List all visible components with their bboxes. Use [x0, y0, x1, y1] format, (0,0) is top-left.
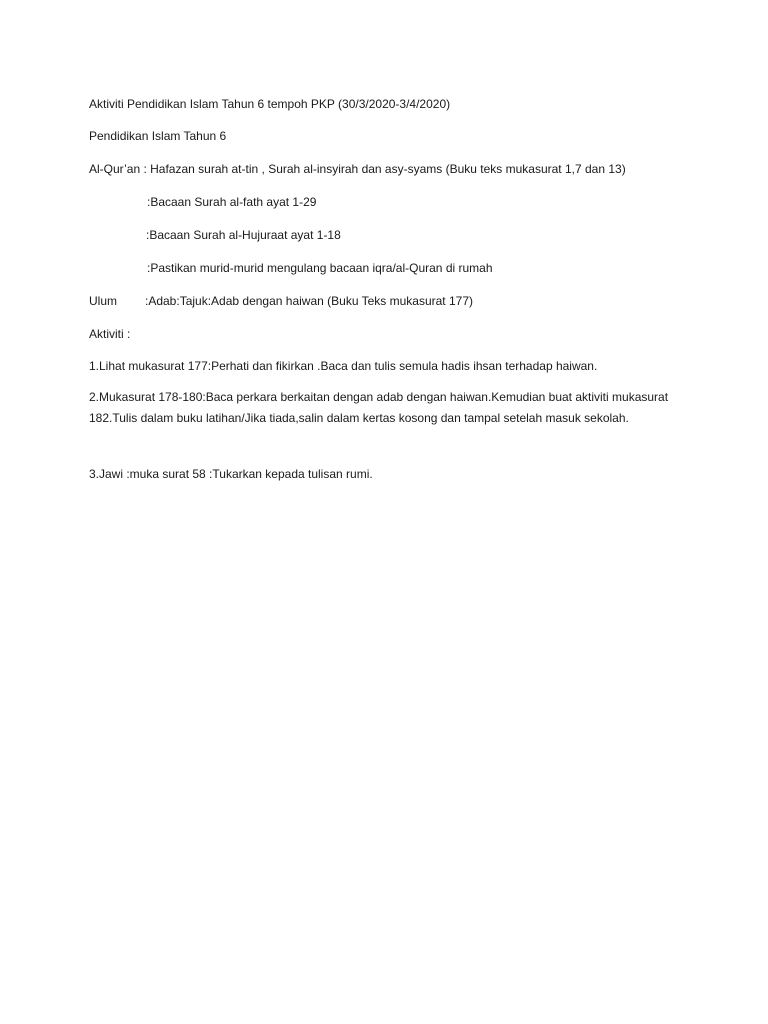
activity-item-3: 3.Jawi :muka surat 58 :Tukarkan kepada tulisan rumi. — [89, 467, 373, 481]
document-title: Aktiviti Pendidikan Islam Tahun 6 tempoh PKP (30/3/2020-3/4/2020) — [89, 97, 451, 111]
quran-line: Al-Qur’an : Hafazan surah at-tin , Surah al-insyirah dan asy-syams (Buku teks mukasurat 1,7 dan 13) — [89, 162, 626, 176]
quran-item-2: :Bacaan Surah al-Hujuraat ayat 1-18 — [146, 228, 341, 242]
ulum-line — [89, 293, 473, 309]
quran-item-3: :Pastikan murid-murid mengulang bacaan iqra/al-Quran di rumah — [147, 261, 493, 275]
ulum-label: Ulum — [89, 294, 118, 308]
ulum-text: :Adab:Tajuk:Adab dengan haiwan (Buku Teks mukasurat 177) — [145, 294, 473, 308]
aktiviti-heading: Aktiviti : — [89, 327, 131, 341]
activity-item-2: 2.Mukasurat 178-180:Baca perkara berkaitan dengan adab dengan haiwan.Kemudian buat aktiviti mukasurat 182.Tulis dalam buku latihan/Jika tiada,salin dalam kertas kosong dan tampal setelah masuk sekolah. — [89, 390, 669, 425]
document-subtitle: Pendidikan Islam Tahun 6 — [89, 129, 227, 143]
activity-item-1: 1.Lihat mukasurat 177:Perhati dan fikirkan .Baca dan tulis semula hadis ihsan terhadap haiwan. — [89, 359, 598, 373]
quran-item-1: :Bacaan Surah al-fath ayat 1-29 — [147, 195, 317, 209]
